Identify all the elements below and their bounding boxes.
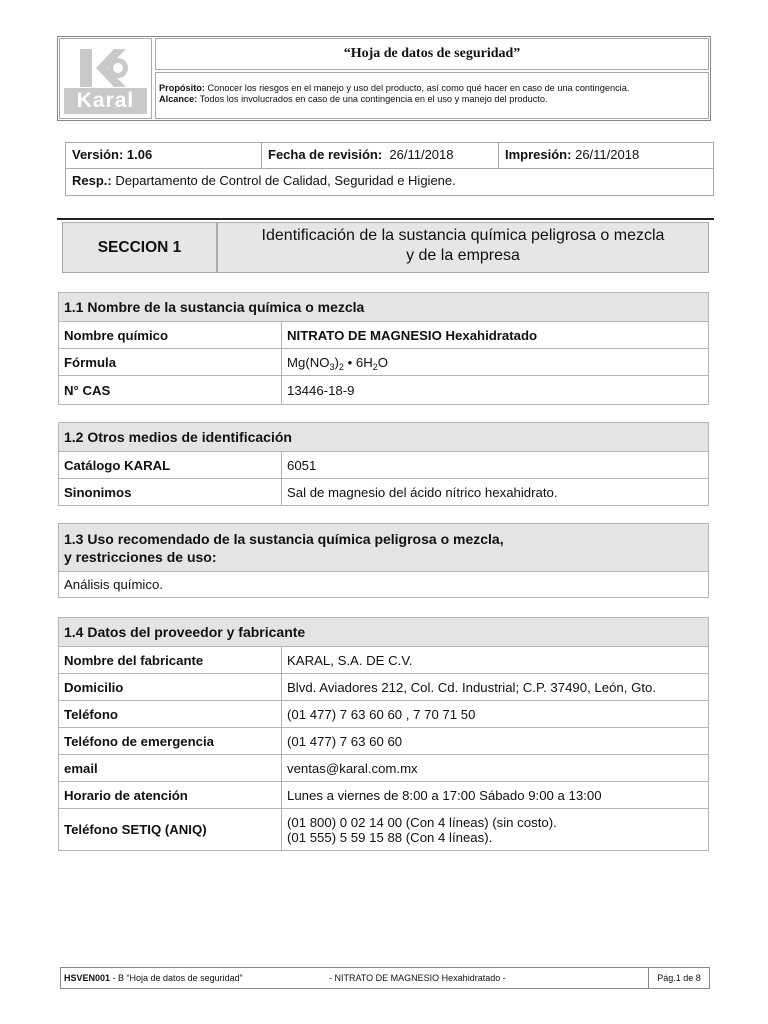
purpose-label: Propósito: <box>159 83 205 93</box>
formula-part: O <box>377 354 389 370</box>
table-heading <box>59 524 709 572</box>
row-value: Blvd. Aviadores 212, Col. Cd. Industrial; C.P. 37490, León, Gto. <box>282 674 709 701</box>
section-title-line1: Identificación de la sustancia química peligrosa o mezcla <box>261 227 665 244</box>
table-heading: 1.1 Nombre de la sustancia química o mezcla <box>59 293 709 322</box>
revision-value: 26/11/2018 <box>389 147 454 162</box>
formula-part: ) <box>334 354 339 370</box>
formula-value <box>282 349 709 376</box>
formula-subscript: 2 <box>372 361 378 372</box>
row-value: Lunes a viernes de 8:00 a 17:00 Sábado 9:00 a 13:00 <box>282 782 709 809</box>
page-footer <box>60 967 710 989</box>
row-key: Teléfono SETIQ (ANIQ) <box>59 809 282 851</box>
print-date <box>499 143 713 169</box>
table-row <box>59 782 709 809</box>
table-row <box>59 701 709 728</box>
row-key: Catálogo KARAL <box>59 452 282 479</box>
row-value: KARAL, S.A. DE C.V. <box>282 647 709 674</box>
row-key: Teléfono <box>59 701 282 728</box>
page-number: Pág.1 de 8 <box>648 968 709 988</box>
logo-wordmark: Karal <box>64 88 147 114</box>
row-key: Horario de atención <box>59 782 282 809</box>
scope-label: Alcance: <box>159 94 198 104</box>
row-key: Nombre químico <box>59 322 282 349</box>
row-key: N° CAS <box>59 376 282 405</box>
setiq-line2: (01 555) 5 59 15 88 (Con 4 líneas). <box>287 829 493 845</box>
row-value: Análisis químico. <box>59 572 709 598</box>
formula-part: Mg(NO <box>287 354 330 370</box>
purpose-text: Conocer los riesgos en el manejo y uso del producto, así como qué hacer en caso de una contingencia. <box>207 83 630 93</box>
row-value: 6051 <box>282 452 709 479</box>
section-number: SECCION 1 <box>62 222 217 273</box>
resp-value: Departamento de Control de Calidad, Seguridad e Higiene. <box>115 173 456 188</box>
section-divider <box>57 218 714 220</box>
table-row <box>59 728 709 755</box>
table-supplier-data <box>58 617 709 851</box>
row-value: 13446-18-9 <box>282 376 709 405</box>
table-heading-line2: y restricciones de uso: <box>64 548 217 565</box>
table-row <box>59 809 709 851</box>
row-key: Teléfono de emergencia <box>59 728 282 755</box>
row-value: (01 477) 7 63 60 60 , 7 70 71 50 <box>282 701 709 728</box>
formula-subscript: 2 <box>338 361 344 372</box>
footer-code-id: HSVEN001 <box>64 973 111 983</box>
table-row <box>59 376 709 405</box>
revision-date <box>262 143 499 169</box>
table-row <box>59 674 709 701</box>
footer-product: - NITRATO DE MAGNESIO Hexahidratado - <box>329 973 506 983</box>
footer-doc-name: - B “Hoja de datos de seguridad” <box>110 973 243 983</box>
purpose-box <box>155 72 709 119</box>
row-value: (01 477) 7 63 60 60 <box>282 728 709 755</box>
table-row <box>59 452 709 479</box>
row-value: NITRATO DE MAGNESIO Hexahidratado <box>282 322 709 349</box>
resp-label: Resp.: <box>72 173 112 188</box>
row-key: email <box>59 755 282 782</box>
table-other-identification <box>58 422 709 506</box>
table-row <box>59 322 709 349</box>
footer-code <box>64 968 243 988</box>
table-recommended-use <box>58 523 709 598</box>
version-box <box>65 142 714 196</box>
table-row <box>59 755 709 782</box>
table-heading: 1.2 Otros medios de identificación <box>59 423 709 452</box>
setiq-line1: (01 800) 0 02 14 00 (Con 4 líneas) (sin costo). <box>287 814 557 830</box>
print-value: 26/11/2018 <box>575 147 640 162</box>
row-value: Sal de magnesio del ácido nítrico hexahidrato. <box>282 479 709 506</box>
formula-part: • 6H <box>343 354 373 370</box>
responsible <box>66 169 713 195</box>
section-title <box>217 222 709 273</box>
formula-subscript: 3 <box>329 361 335 372</box>
table-row <box>59 479 709 506</box>
table-substance-name <box>58 292 709 405</box>
row-key: Fórmula <box>59 349 282 376</box>
row-key: Sinonimos <box>59 479 282 506</box>
section-title-line2: y de la empresa <box>406 247 520 264</box>
table-row <box>59 647 709 674</box>
logo-k-icon <box>60 43 151 91</box>
revision-label: Fecha de revisión: <box>268 147 383 162</box>
email-value[interactable]: ventas@karal.com.mx <box>282 755 709 782</box>
table-heading: 1.4 Datos del proveedor y fabricante <box>59 618 709 647</box>
scope-text: Todos los involucrados en caso de una contingencia en el uso y manejo del producto. <box>199 94 548 104</box>
table-row <box>59 349 709 376</box>
row-key: Nombre del fabricante <box>59 647 282 674</box>
document-title: “Hoja de datos de seguridad” <box>155 38 709 70</box>
print-label: Impresión: <box>505 147 572 162</box>
version-label: Versión: 1.06 <box>66 143 262 169</box>
row-key: Domicilio <box>59 674 282 701</box>
row-value <box>282 809 709 851</box>
table-heading-line1: 1.3 Uso recomendado de la sustancia química peligrosa o mezcla, <box>64 530 504 547</box>
